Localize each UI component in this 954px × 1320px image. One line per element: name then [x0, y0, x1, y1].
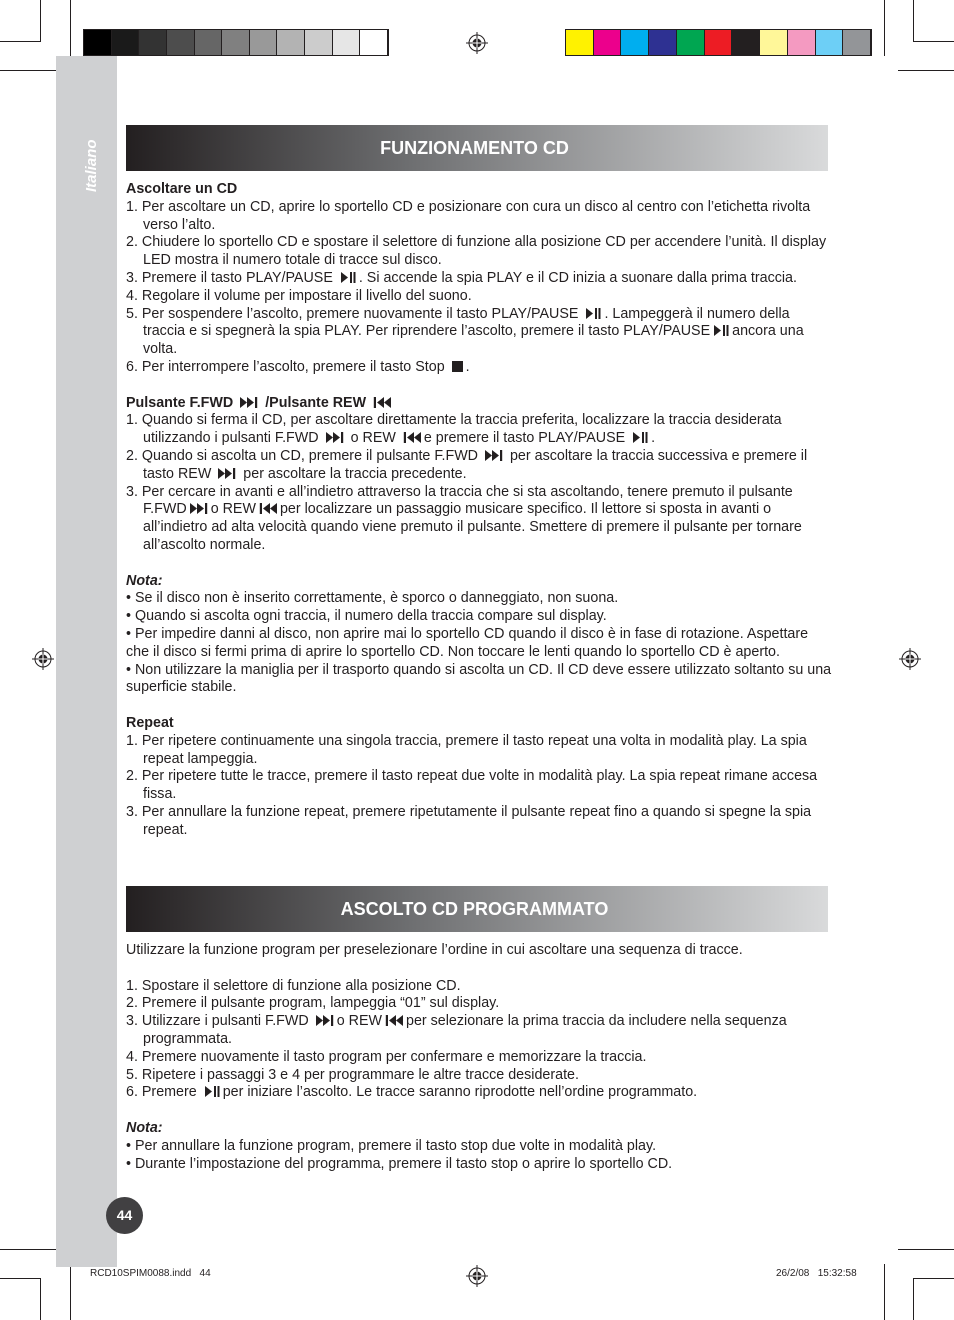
color-swatch — [139, 30, 167, 55]
stop-icon — [452, 361, 463, 372]
rewind-icon — [403, 432, 421, 443]
rewind-icon — [259, 503, 277, 514]
intro-paragraph: Utilizzare la funzione program per preselezionare l’ordine in cui ascoltare una sequenza di tracce. — [126, 942, 743, 958]
list-item: 3. Per cercare in avanti e all’indietro attraverso la traccia che si sta ascoltando, tenere premuto il pulsante F.FWD o REW per localizzare un passaggio musicare specifico. Il lettore si sposta in avanti o all’indietro ad alta velocità quando viene premuto il pulsante. Smettere di premere il pulsante per tornare all’ascolto normale. — [126, 483, 802, 553]
list-item: 2. Per ripetere tutte le tracce, premere il tasto repeat due volte in modalità play. La spia repeat rimane accesa fissa. — [126, 768, 818, 803]
section-title: FUNZIONAMENTO CD — [380, 138, 569, 158]
crop-mark — [884, 1264, 885, 1320]
list-item: 3. Utilizzare i pulsanti F.FWD o REW per selezionare la prima traccia da includere nella sequenza programmata. — [126, 1013, 787, 1047]
color-swatch — [250, 30, 278, 55]
color-swatch — [649, 30, 677, 55]
language-label — [79, 128, 119, 208]
color-swatch — [788, 30, 816, 55]
footer-file: RCD10SPIM0088.indd 44 — [90, 1268, 211, 1279]
color-swatch — [677, 30, 705, 55]
registration-mark-icon — [32, 648, 54, 670]
list-item: 2. Premere il pulsante program, lampeggia “01” sul display. — [126, 995, 500, 1012]
crop-mark — [898, 1249, 954, 1250]
list-item: 5. Ripetere i passaggi 3 e 4 per programmare le altre tracce desiderate. — [126, 1066, 579, 1083]
color-swatch — [621, 30, 649, 55]
color-swatch — [112, 30, 140, 55]
registration-mark-icon — [466, 32, 488, 54]
nota-heading: Nota: — [126, 572, 163, 589]
color-swatch — [360, 30, 388, 55]
list-item: 6. Premere per iniziare l’ascolto. Le tracce saranno riprodotte nell’ordine programmato. — [126, 1084, 698, 1101]
registration-mark-icon — [466, 1265, 488, 1287]
crop-mark — [40, 0, 41, 42]
crop-mark — [0, 1278, 40, 1279]
crop-mark — [913, 1278, 914, 1320]
crop-mark — [914, 41, 954, 42]
page-number: 44 — [106, 1197, 143, 1234]
side-strip — [56, 56, 117, 1267]
rewind-icon — [373, 397, 391, 408]
fast-forward-icon — [485, 450, 503, 461]
note-item: • Per impedire danni al disco, non aprire mai lo sportello CD quando il disco è in fase di rotazione. Aspettare che il disco si fermi prima di aprire lo sportello CD. Non toccare le lenti quando lo sportello CD è aperto. — [126, 625, 809, 660]
note-item: • Se il disco non è inserito correttamente, è sporco o danneggiato, non suona. — [126, 590, 619, 607]
color-swatch — [167, 30, 195, 55]
crop-mark — [70, 0, 71, 56]
rewind-icon — [385, 1015, 403, 1026]
crop-mark — [0, 1249, 56, 1250]
list-item: 5. Per sospendere l’ascolto, premere nuovamente il tasto PLAY/PAUSE . Lampeggerà il numero della traccia e si spegnerà la spia PLAY. Per riprendere l’ascolto, premere il tasto PLAY/PAUSE ancora una volta. — [126, 305, 804, 358]
color-swatch — [84, 30, 112, 55]
footer-date: 26/2/08 15:32:58 — [776, 1268, 857, 1279]
fast-forward-icon — [240, 397, 258, 408]
list-item: 6. Per interrompere l’ascolto, premere il tasto Stop . — [126, 358, 470, 375]
color-swatch — [843, 30, 871, 55]
play-pause-icon — [632, 432, 648, 443]
subheading-ascoltare: Ascoltare un CD — [126, 181, 238, 197]
funzionamento-content — [126, 181, 832, 839]
note-item: • Per annullare la funzione program, premere il tasto stop due volte in modalità play. — [126, 1137, 657, 1154]
color-swatch — [195, 30, 223, 55]
crop-mark — [914, 1278, 954, 1279]
play-pause-icon — [713, 325, 729, 336]
nota-heading: Nota: — [126, 1119, 163, 1136]
programmato-content — [126, 942, 832, 1173]
color-swatch — [305, 30, 333, 55]
color-swatch — [594, 30, 622, 55]
grayscale-bar — [83, 29, 389, 56]
crop-mark — [40, 1278, 41, 1320]
list-item: 1. Spostare il selettore di funzione alla posizione CD. — [126, 977, 461, 994]
subheading-fwd-rew: Pulsante F.FWD /Pulsante REW — [126, 395, 832, 413]
color-bar — [565, 29, 872, 56]
color-swatch — [277, 30, 305, 55]
section-header-programmato — [126, 886, 828, 932]
crop-mark — [913, 0, 914, 42]
list-item: 3. Per annullare la funzione repeat, premere ripetutamente il pulsante repeat fino a quando si spegne la spia repeat. — [126, 803, 812, 838]
color-swatch — [732, 30, 760, 55]
list-item: 2. Chiudere lo sportello CD e spostare il selettore di funzione alla posizione CD per accendere l’unità. Il display LED mostra il numero totale di tracce sul disco. — [126, 234, 827, 269]
list-item: 1. Per ripetere continuamente una singola traccia, premere il tasto repeat una volta in modalità play. La spia repeat lampeggia. — [126, 732, 807, 767]
play-pause-icon — [204, 1086, 220, 1097]
play-pause-icon — [585, 308, 601, 319]
fast-forward-icon — [218, 468, 236, 479]
crop-mark — [70, 1264, 71, 1320]
note-item: • Non utilizzare la maniglia per il trasporto quando si ascolta un CD. Il CD deve essere utilizzato soltanto su una superficie stabile. — [126, 661, 832, 696]
list-item: 1. Quando si ferma il CD, per ascoltare direttamente la traccia preferita, localizzare la traccia desiderata utilizzando i pulsanti F.FWD o REW e premere il tasto PLAY/PAUSE . — [126, 412, 782, 447]
color-swatch — [222, 30, 250, 55]
crop-mark — [0, 41, 40, 42]
fast-forward-icon — [326, 432, 344, 443]
note-item: • Durante l’impostazione del programma, premere il tasto stop o aprire lo sportello CD. — [126, 1155, 673, 1172]
subheading-repeat: Repeat — [126, 714, 174, 731]
crop-mark — [0, 70, 56, 71]
list-item: 4. Regolare il volume per impostare il livello del suono. — [126, 287, 472, 304]
fast-forward-icon — [190, 503, 208, 514]
language-label-text: Italiano — [83, 139, 100, 192]
color-swatch — [705, 30, 733, 55]
list-item: 4. Premere nuovamente il tasto program per confermare e memorizzare la traccia. — [126, 1048, 647, 1065]
color-swatch — [760, 30, 788, 55]
color-swatch — [816, 30, 844, 55]
list-item: 2. Quando si ascolta un CD, premere il pulsante F.FWD per ascoltare la traccia successiva e premere il tasto REW per ascoltare la traccia precedente. — [126, 447, 808, 482]
section-header-funzionamento — [126, 125, 828, 171]
registration-mark-icon — [899, 648, 921, 670]
color-swatch — [566, 30, 594, 55]
fast-forward-icon — [316, 1015, 334, 1026]
list-item: 1. Per ascoltare un CD, aprire lo sportello CD e posizionare con cura un disco al centro con l’etichetta rivolta verso l’alto. — [126, 198, 811, 233]
crop-mark — [898, 70, 954, 71]
list-item: 3. Premere il tasto PLAY/PAUSE . Si accende la spia PLAY e il CD inizia a suonare dalla prima traccia. — [126, 269, 797, 286]
color-swatch — [333, 30, 361, 55]
section-title: ASCOLTO CD PROGRAMMATO — [340, 899, 609, 919]
crop-mark — [884, 0, 885, 56]
note-item: • Quando si ascolta ogni traccia, il numero della traccia compare sul display. — [126, 608, 607, 625]
play-pause-icon — [340, 272, 356, 283]
